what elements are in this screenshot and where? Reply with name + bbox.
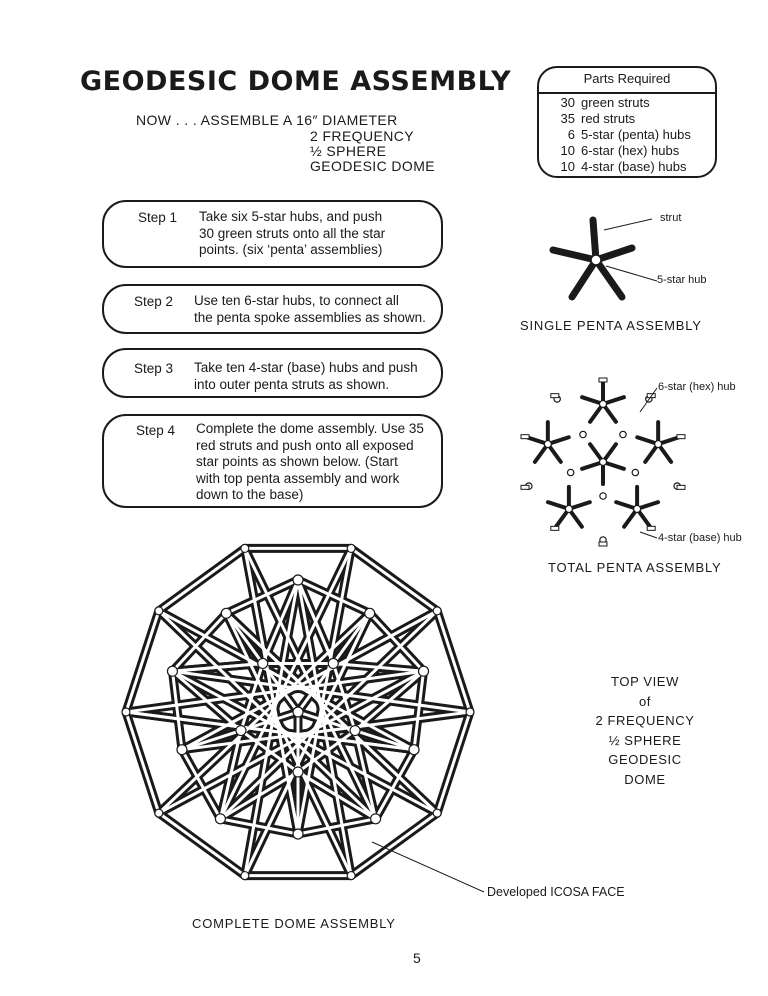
dome-strut-highlight	[437, 611, 470, 712]
dome-hub	[328, 658, 338, 668]
dome-strut-highlight	[126, 611, 159, 712]
dome-hub	[365, 608, 375, 618]
icosa-face-leader-line	[372, 842, 484, 892]
parts-desc: red struts	[581, 111, 636, 126]
dome-hub	[177, 745, 187, 755]
top-view-label: TOP VIEW of 2 FREQUENCY ½ SPHERE GEODESIC DOME	[595, 674, 695, 787]
dome-caption: COMPLETE DOME ASSEMBLY	[192, 916, 396, 931]
dome-base-hub	[241, 544, 249, 552]
dome-hub	[293, 575, 303, 585]
dome-hub	[221, 608, 231, 618]
intro-line-2: 2 FREQUENCY	[310, 128, 414, 144]
parts-qty: 6	[567, 127, 575, 142]
dome-hub	[258, 658, 268, 668]
dome-base-hub	[155, 607, 163, 615]
dome-hub	[371, 814, 381, 824]
intro-line-3: ½ SPHERE	[310, 143, 387, 159]
dome-strut-highlight	[126, 712, 159, 813]
dome-base-hub	[241, 872, 249, 880]
dome-hub	[215, 814, 225, 824]
strut-label: strut	[660, 212, 682, 224]
step-text: Use ten 6-star hubs, to connect all the penta spoke assemblies as shown.	[194, 293, 426, 325]
parts-qty: 10	[560, 143, 575, 158]
parts-desc: 6-star (hex) hubs	[581, 143, 680, 158]
dome-base-hub	[433, 809, 441, 817]
step-label: Step 3	[134, 361, 174, 376]
dome-strut-highlight	[351, 548, 437, 610]
single-penta-caption: SINGLE PENTA ASSEMBLY	[520, 318, 702, 333]
intro-line-4: GEODESIC DOME	[310, 158, 435, 174]
total-penta-caption: TOTAL PENTA ASSEMBLY	[548, 560, 722, 575]
parts-desc: green struts	[581, 95, 650, 110]
dome-hub	[167, 666, 177, 676]
parts-desc: 4-star (base) hubs	[581, 159, 687, 174]
hex-hub-label: 6-star (hex) hub	[658, 381, 736, 393]
dome-base-hub	[122, 708, 130, 716]
dome-base-hub	[347, 544, 355, 552]
five-star-hub-label: 5-star hub	[657, 274, 707, 286]
step-label: Step 1	[138, 210, 178, 225]
dome-hub	[293, 707, 303, 717]
dome-base-hub	[347, 872, 355, 880]
dome-hub	[236, 726, 246, 736]
parts-qty: 30	[560, 95, 575, 110]
step-text: Take six 5-star hubs, and push 30 green struts onto all the star points. (six ‘penta’ assemblies)	[199, 209, 386, 257]
step-label: Step 2	[134, 294, 174, 309]
step-label: Step 4	[136, 423, 176, 438]
icosa-face-label: Developed ICOSA FACE	[487, 885, 625, 899]
step-text: Take ten 4-star (base) hubs and push into outer penta struts as shown.	[194, 360, 418, 392]
parts-heading: Parts Required	[539, 68, 715, 94]
dome-strut-highlight	[159, 548, 245, 610]
step-text: Complete the dome assembly. Use 35 red struts and push onto all exposed star points as shown below. (Start with top penta assembly and work down to the base)	[196, 421, 424, 502]
base-hub-label: 4-star (base) hub	[658, 532, 742, 544]
parts-qty: 10	[560, 159, 575, 174]
page-title: GEODESIC DOME ASSEMBLY	[80, 66, 512, 97]
dome-base-hub	[433, 607, 441, 615]
dome-hub	[293, 829, 303, 839]
dome-hub	[419, 666, 429, 676]
parts-desc: 5-star (penta) hubs	[581, 127, 691, 142]
dome-base-hub	[466, 708, 474, 716]
page-number: 5	[413, 950, 421, 966]
dome-hub	[293, 767, 303, 777]
dome-base-hub	[155, 809, 163, 817]
dome-strut-highlight	[437, 712, 470, 813]
parts-qty: 35	[560, 111, 575, 126]
intro-line-1: NOW . . . ASSEMBLE A 16″ DIAMETER	[136, 112, 398, 128]
dome-hub	[350, 726, 360, 736]
dome-hub	[409, 745, 419, 755]
